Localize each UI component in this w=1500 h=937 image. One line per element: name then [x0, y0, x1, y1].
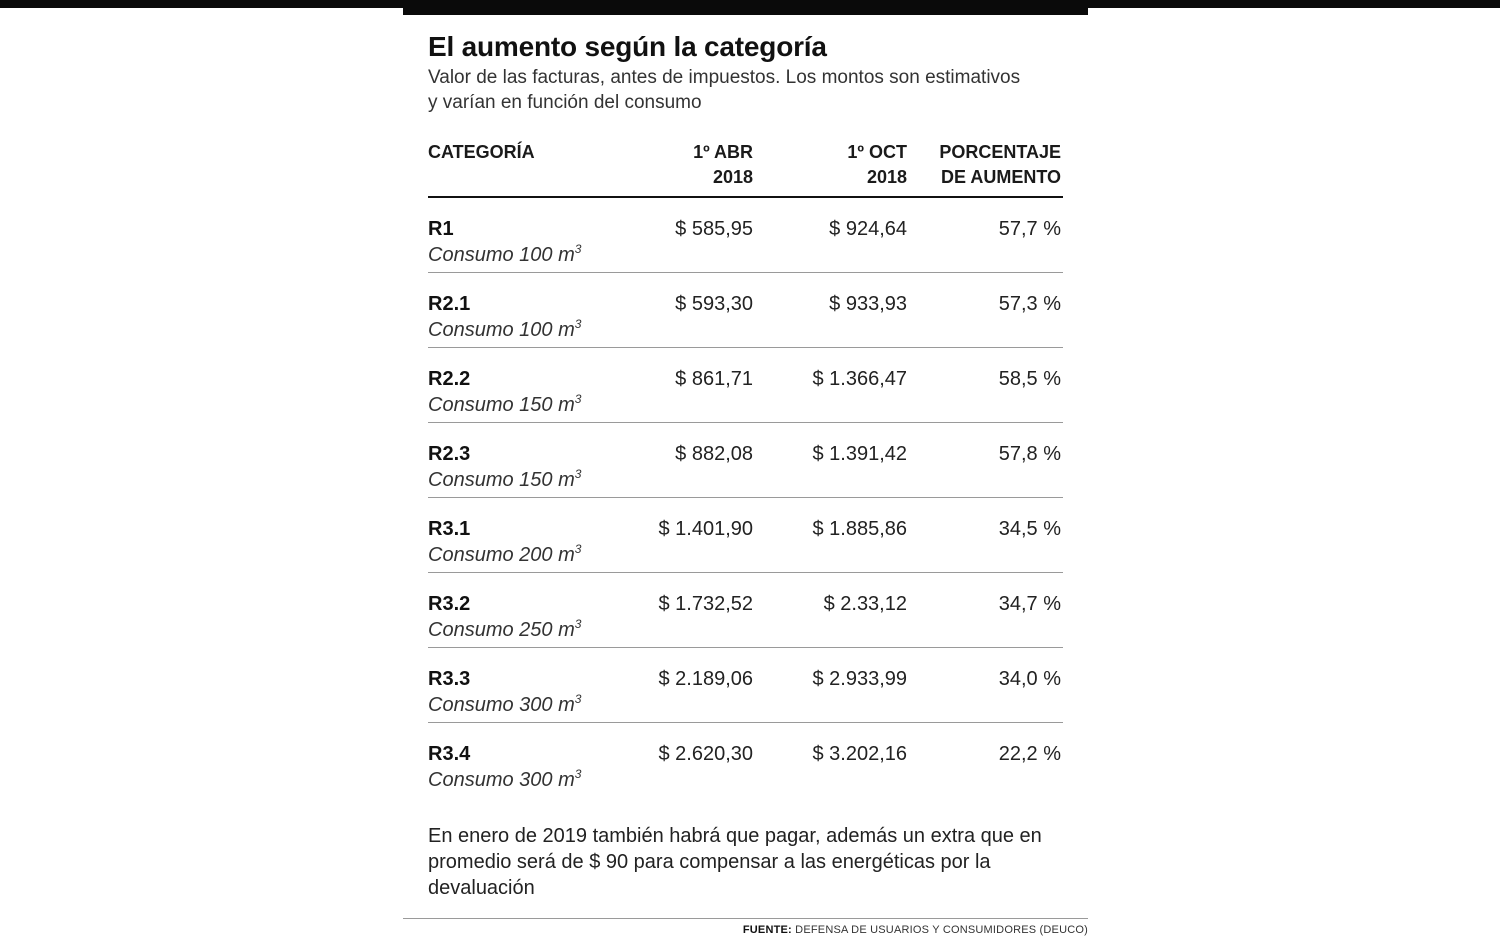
header-category: CATEGORÍA	[428, 142, 535, 162]
source-divider	[403, 918, 1088, 919]
header-abr-2018: 1º ABR 2018	[693, 142, 753, 187]
category-code: R3.3	[428, 668, 471, 690]
table-row	[428, 723, 1063, 797]
price-abr: $ 585,95	[675, 218, 753, 240]
category-code: R1	[428, 218, 454, 240]
category-code: R3.4	[428, 743, 471, 765]
category-code: R3.2	[428, 593, 471, 615]
table-row	[428, 648, 1063, 723]
price-oct: $ 3.202,16	[812, 743, 907, 765]
increase-percentage: 34,7 %	[998, 593, 1061, 615]
increase-percentage: 34,5 %	[998, 518, 1061, 540]
category-consumption: Consumo 100 $m^3$	[428, 242, 582, 266]
header-oct-2018: 1º OCT 2018	[847, 142, 907, 187]
header-black-bar	[403, 0, 1088, 15]
price-oct: $ 2.33,12	[823, 593, 907, 615]
table-row	[428, 198, 1063, 273]
price-abr: $ 1.732,52	[658, 593, 753, 615]
increase-percentage: 57,8 %	[998, 443, 1061, 465]
price-abr: $ 861,71	[675, 368, 753, 390]
category-consumption: Consumo 100 $m^3$	[428, 317, 582, 341]
category-consumption: Consumo 250 $m^3$	[428, 617, 582, 641]
source-label: FUENTE:	[742, 924, 792, 936]
category-code: R2.3	[428, 443, 471, 465]
category-consumption: Consumo 300 $m^3$	[428, 692, 582, 716]
source-text: DEFENSA DE USUARIOS Y CONSUMIDORES (DEUCO)	[791, 924, 1088, 936]
footnote: En enero de 2019 también habrá que pagar, además un extra que en promedio será de $ 90 para compensar a las energéticas por la devaluación	[428, 825, 1042, 899]
price-oct: $ 933,93	[829, 293, 907, 315]
price-abr: $ 1.401,90	[658, 518, 753, 540]
category-consumption: Consumo 300 $m^3$	[428, 767, 582, 791]
price-oct: $ 1.366,47	[812, 368, 907, 390]
increase-percentage: 57,3 %	[998, 293, 1061, 315]
increase-percentage: 34,0 %	[998, 668, 1061, 690]
price-abr: $ 593,30	[675, 293, 753, 315]
table-row	[428, 348, 1063, 423]
table-row	[428, 498, 1063, 573]
price-abr: $ 882,08	[675, 443, 753, 465]
increase-percentage: 22,2 %	[998, 743, 1061, 765]
category-consumption: Consumo 150 $m^3$	[428, 467, 582, 491]
category-code: R2.2	[428, 368, 471, 390]
table-header	[428, 140, 1063, 198]
price-oct: $ 2.933,99	[812, 668, 907, 690]
source-credit	[743, 924, 1088, 937]
price-oct: $ 1.885,86	[812, 518, 907, 540]
category-code: R3.1	[428, 518, 471, 540]
category-consumption: Consumo 200 $m^3$	[428, 542, 582, 566]
tariff-table	[428, 140, 1063, 797]
increase-percentage: 57,7 %	[998, 218, 1061, 240]
category-code: R2.1	[428, 293, 471, 315]
price-abr: $ 2.620,30	[658, 743, 753, 765]
increase-percentage: 58,5 %	[998, 368, 1061, 390]
table-row	[428, 423, 1063, 498]
table-row	[428, 273, 1063, 348]
header-percentage: PORCENTAJE DE AUMENTO	[939, 142, 1061, 187]
table-row	[428, 573, 1063, 648]
category-consumption: Consumo 150 $m^3$	[428, 392, 582, 416]
price-oct: $ 924,64	[829, 218, 907, 240]
page-title: El aumento según la categoría	[428, 31, 827, 62]
page-subtitle: Valor de las facturas, antes de impuestos. Los montos son estimativos y varían en función del consumo	[428, 67, 1021, 113]
price-abr: $ 2.189,06	[658, 668, 753, 690]
price-oct: $ 1.391,42	[812, 443, 907, 465]
